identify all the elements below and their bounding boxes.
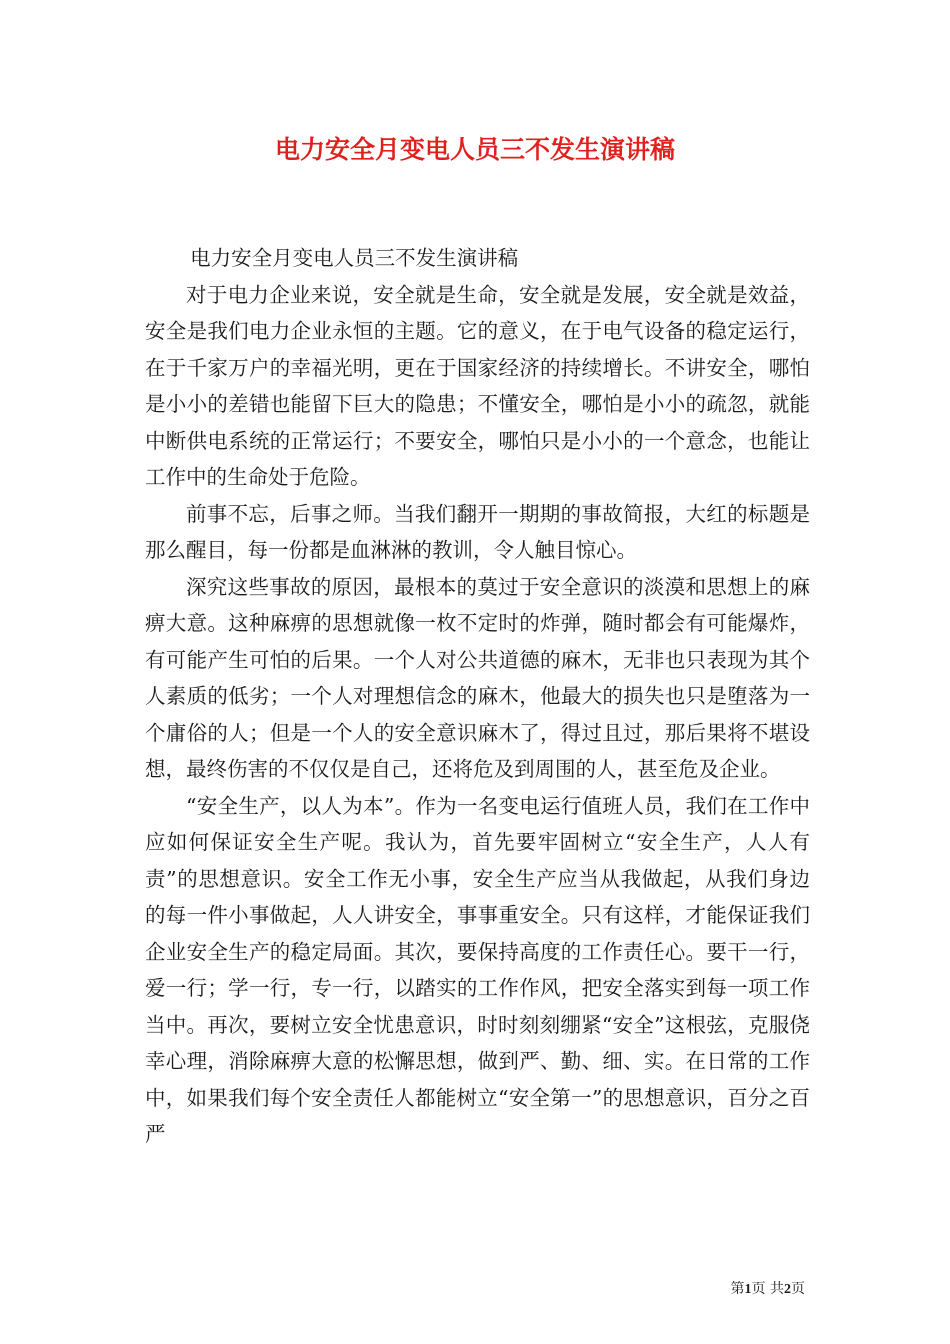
footer-suffix: 页 — [791, 1281, 805, 1297]
document-subtitle: 电力安全月变电人员三不发生演讲稿 — [190, 246, 519, 270]
footer-prefix: 第 — [730, 1281, 745, 1297]
footer-middle: 页 共 — [751, 1281, 784, 1297]
footer-page-number: 1 — [744, 1282, 752, 1297]
document-body — [145, 240, 810, 1153]
document-title: 电力安全月变电人员三不发生演讲稿 — [274, 135, 675, 164]
paragraph-4: “安全生产，以人为本”。作为一名变电运行值班人员，我们在工作中应如何保证安全生产呢。我认为，首先要牢固树立“安全生产，人人有责”的思想意识。安全工作无小事，安全生产应当从我做起，从我们身边的每一件小事做起，人人讲安全，事事重安全。只有这样，才能保证我们企业安全生产的稳定局面。其次，要保持高度的工作责任心。要干一行，爱一行；学一行，专一行，以踏实的工作作风，把安全落实到每一项工作当中。再次，要树立安全忧患意识，时时刻刻绷紧“安全”这根弦，克服侥幸心理，消除麻痹大意的松懈思想，做到严、勤、细、实。在日常的工作中，如果我们每个安全责任人都能树立“安全第一”的思想意识，百分之百严 — [145, 793, 810, 1146]
paragraph-3: 深究这些事故的原因，最根本的莫过于安全意识的淡漠和思想上的麻痹大意。这种麻痹的思想就像一枚不定时的炸弹，随时都会有可能爆炸，有可能产生可怕的后果。一个人对公共道德的麻木，无非也只表现为其个人素质的低劣；一个人对理想信念的麻木，他最大的损失也只是堕落为一个庸俗的人；但是一个人的安全意识麻木了，得过且过，那后果将不堪设想，最终伤害的不仅仅是自己，还将危及到周围的人，甚至危及企业。 — [145, 574, 810, 781]
page-footer — [731, 1278, 805, 1298]
paragraph-2: 前事不忘，后事之师。当我们翻开一期期的事故简报，大红的标题是那么醒目，每一份都是血淋淋的教训，令人触目惊心。 — [145, 501, 810, 562]
paragraph-1: 对于电力企业来说，安全就是生命，安全就是发展，安全就是效益，安全是我们电力企业永恒的主题。它的意义，在于电气设备的稳定运行，在于千家万户的幸福光明，更在于国家经济的持续增长。不讲安全，哪怕是小小的差错也能留下巨大的隐患；不懂安全，哪怕是小小的疏忽，就能中断供电系统的正常运行；不要安全，哪怕只是小小的一个意念，也能让工作中的生命处于危险。 — [145, 282, 810, 489]
footer-total-pages: 2 — [784, 1282, 791, 1297]
